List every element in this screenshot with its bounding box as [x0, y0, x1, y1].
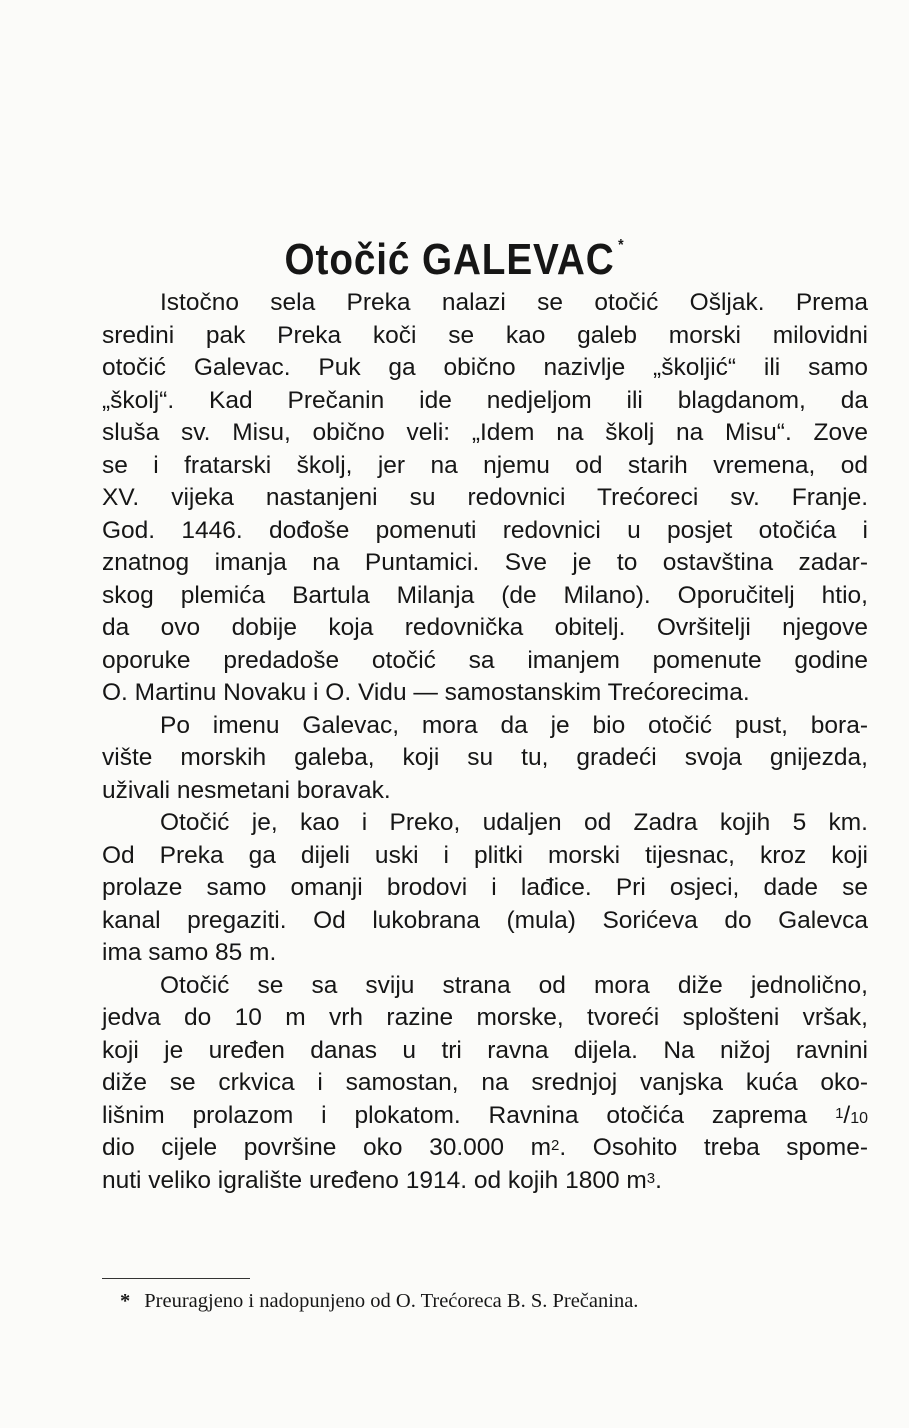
text-line: uživali nesmetani boravak.: [102, 776, 391, 804]
text-line: otočić Galevac. Puk ga obično nazivlje „školjić“ ili samo: [102, 354, 868, 381]
text-line: Istočno sela Preka nalazi se otočić Ošljak. Prema: [160, 289, 868, 316]
text-line: God. 1446. dođoše pomenuti redovnici u posjet otočića i: [102, 516, 868, 544]
text-line: O. Martinu Novaku i O. Vidu — samostanskim Trećorecima.: [102, 679, 750, 706]
superscript-2: 2: [551, 1137, 560, 1154]
text-line: diže se crkvica i samostan, na srednjoj vanjska kuća oko-: [102, 1069, 868, 1096]
text-line-fragment: nuti veliko igralište uređeno 1914. od kojih 1800 m: [102, 1166, 647, 1194]
text-line: da ovo dobije koja redovnička obitelj. Ovršitelji njegove: [102, 614, 868, 641]
text-line: „školj“. Kad Prečanin ide nedjeljom ili blagdanom, da: [102, 386, 868, 414]
text-line: se i fratarski školj, jer na njemu od starih vremena, od: [102, 451, 868, 479]
text-line: jedva do 10 m vrh razine morske, tvoreći splošteni vršak,: [102, 1004, 868, 1031]
fraction: $^1$/10: [835, 1101, 869, 1129]
text-line: sredini pak Preka koči se kao galeb morski milovidni: [102, 321, 868, 349]
body-text: [102, 287, 868, 1197]
chapter-title: [55, 235, 855, 285]
text-line-fragment: . Osohito treba spome-: [559, 1134, 869, 1161]
text-line: prolaze samo omanji brodovi i lađice. Pri osjeci, dade se: [102, 874, 868, 901]
fraction-numerator: 1: [835, 1104, 844, 1122]
text-line: sluša sv. Misu, obično veli: „Idem na školj na Misu“. Zove: [102, 419, 868, 446]
footnote-text: Preuragjeno i nadopunjeno od O. Trećoreca B. S. Prečanina.: [144, 1290, 639, 1312]
text-line-with-superscript: [102, 1132, 868, 1165]
text-period: .: [655, 1166, 662, 1194]
footnote-reference-marker: *: [618, 237, 625, 255]
footnote-divider: [102, 1278, 250, 1279]
text-line: vište morskih galeba, koji su tu, gradeći svoja gnijezda,: [102, 744, 868, 771]
text-line: kanal pregaziti. Od lukobrana (mula) Sorićeva do Galevca: [102, 906, 868, 934]
chapter-title-text: Otočić GALEVAC: [284, 235, 615, 285]
superscript-3: 3: [646, 1169, 656, 1187]
text-line-with-fraction: [102, 1100, 868, 1133]
text-line: skog plemića Bartula Milanja (de Milano). Oporučitelj htio,: [102, 581, 868, 609]
text-line: Od Preka ga dijeli uski i plitki morski tijesnac, kroz koji: [102, 841, 868, 869]
text-line: znatnog imanja na Puntamici. Sve je to ostavština zadar-: [102, 549, 868, 576]
text-line-fragment: lišnim prolazom i plokatom. Ravnina otočića zaprema: [102, 1101, 808, 1129]
text-line: oporuke predadoše otočić sa imanjem pomenute godine: [102, 646, 868, 674]
text-line: Po imenu Galevac, mora da je bio otočić pust, bora-: [160, 711, 868, 739]
text-line: koji je uređen danas u tri ravna dijela. Na nižoj ravnini: [102, 1036, 868, 1064]
text-line: XV. vijeka nastanjeni su redovnici Trećoreci sv. Franje.: [102, 484, 868, 511]
text-line: Otočić se sa sviju strana od mora diže jednolično,: [160, 971, 868, 999]
footnote-marker: *: [120, 1290, 131, 1312]
footnote: [120, 1287, 868, 1315]
text-line-with-superscript: [102, 1165, 868, 1198]
text-line-fragment: dio cijele površine oko 30.000 m: [102, 1134, 552, 1161]
text-line: Otočić je, kao i Preko, udaljen od Zadra kojih 5 km.: [160, 809, 868, 836]
fraction-denominator: 10: [850, 1109, 869, 1127]
text-line: ima samo 85 m.: [102, 939, 277, 966]
